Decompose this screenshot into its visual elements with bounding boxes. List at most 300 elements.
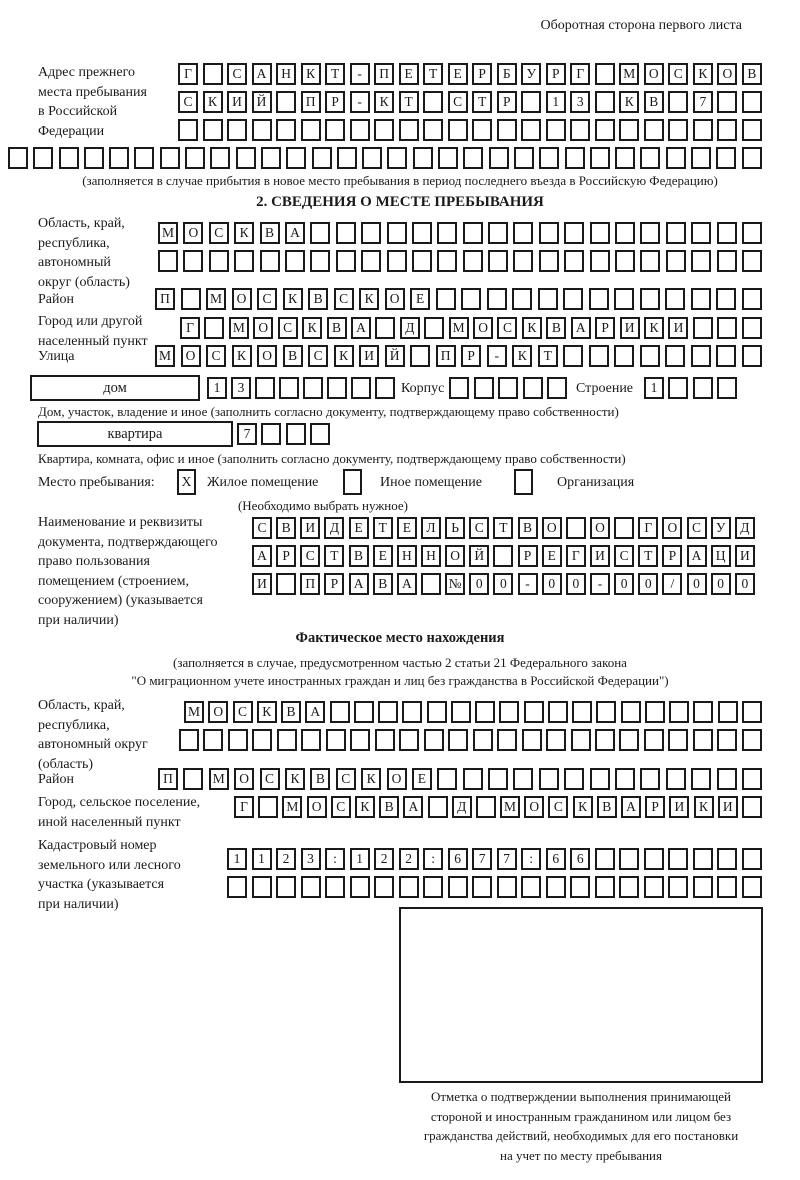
char-box[interactable] — [326, 729, 346, 751]
char-box[interactable]: Т — [538, 345, 558, 367]
char-box[interactable]: Р — [518, 545, 538, 567]
char-box[interactable] — [619, 119, 639, 141]
char-box[interactable]: 7 — [693, 91, 713, 113]
char-box[interactable]: К — [334, 345, 354, 367]
char-box[interactable]: Т — [373, 517, 393, 539]
char-box[interactable] — [589, 288, 609, 310]
char-box[interactable] — [448, 119, 468, 141]
char-box[interactable] — [412, 250, 432, 272]
char-box[interactable]: О — [445, 545, 465, 567]
char-box[interactable]: 0 — [735, 573, 755, 595]
char-box[interactable] — [717, 876, 737, 898]
char-box[interactable] — [134, 147, 154, 169]
char-box[interactable]: К — [302, 317, 322, 339]
char-box[interactable] — [448, 876, 468, 898]
char-box[interactable]: В — [310, 768, 330, 790]
char-box[interactable]: Е — [397, 517, 417, 539]
char-box[interactable] — [463, 147, 483, 169]
char-box[interactable] — [354, 701, 374, 723]
char-box[interactable] — [325, 119, 345, 141]
char-box[interactable]: Г — [180, 317, 200, 339]
char-box[interactable] — [276, 876, 296, 898]
char-box[interactable] — [615, 250, 635, 272]
char-box[interactable]: 2 — [276, 848, 296, 870]
char-box[interactable]: К — [355, 796, 375, 818]
char-box[interactable]: С — [448, 91, 468, 113]
char-box[interactable] — [595, 729, 615, 751]
char-box[interactable] — [539, 147, 559, 169]
char-box[interactable]: Ц — [711, 545, 731, 567]
char-box[interactable]: С — [668, 63, 688, 85]
char-box[interactable] — [666, 222, 686, 244]
char-box[interactable]: К — [619, 91, 639, 113]
char-box[interactable]: А — [305, 701, 325, 723]
char-box[interactable]: О — [208, 701, 228, 723]
char-box[interactable]: С — [257, 288, 277, 310]
char-box[interactable] — [301, 876, 321, 898]
checkbox-organization[interactable] — [514, 469, 533, 495]
char-box[interactable]: С — [227, 63, 247, 85]
char-box[interactable]: О — [307, 796, 327, 818]
char-box[interactable] — [640, 147, 660, 169]
char-box[interactable] — [276, 119, 296, 141]
char-box[interactable]: О — [232, 288, 252, 310]
char-box[interactable]: В — [260, 222, 280, 244]
char-box[interactable]: 7 — [237, 423, 257, 445]
char-box[interactable]: : — [423, 848, 443, 870]
char-box[interactable] — [619, 876, 639, 898]
char-box[interactable]: С — [548, 796, 568, 818]
char-box[interactable]: К — [283, 288, 303, 310]
char-box[interactable] — [546, 119, 566, 141]
char-box[interactable] — [310, 423, 330, 445]
char-box[interactable]: В — [283, 345, 303, 367]
char-box[interactable]: А — [349, 573, 369, 595]
char-box[interactable]: Н — [397, 545, 417, 567]
char-box[interactable] — [463, 768, 483, 790]
char-box[interactable] — [595, 848, 615, 870]
char-box[interactable] — [640, 222, 660, 244]
char-box[interactable] — [621, 701, 641, 723]
char-box[interactable]: С — [178, 91, 198, 113]
char-box[interactable] — [361, 222, 381, 244]
char-box[interactable]: С — [336, 768, 356, 790]
char-box[interactable] — [227, 876, 247, 898]
char-box[interactable] — [286, 147, 306, 169]
char-box[interactable] — [258, 796, 278, 818]
char-box[interactable]: Б — [497, 63, 517, 85]
char-box[interactable]: А — [285, 222, 305, 244]
char-box[interactable] — [183, 250, 203, 272]
char-box[interactable]: К — [361, 768, 381, 790]
char-box[interactable] — [227, 119, 247, 141]
char-box[interactable]: Т — [638, 545, 658, 567]
char-box[interactable] — [513, 222, 533, 244]
char-box[interactable] — [596, 701, 616, 723]
char-box[interactable] — [693, 729, 713, 751]
char-box[interactable]: К — [644, 317, 664, 339]
char-box[interactable] — [424, 729, 444, 751]
char-box[interactable] — [668, 848, 688, 870]
char-box[interactable] — [563, 288, 583, 310]
char-box[interactable] — [181, 288, 201, 310]
char-box[interactable] — [84, 147, 104, 169]
char-box[interactable] — [717, 250, 737, 272]
char-box[interactable]: Д — [324, 517, 344, 539]
char-box[interactable]: Р — [662, 545, 682, 567]
char-box[interactable]: 0 — [638, 573, 658, 595]
char-box[interactable]: А — [687, 545, 707, 567]
char-box[interactable] — [590, 147, 610, 169]
char-box[interactable]: Е — [542, 545, 562, 567]
char-box[interactable]: 1 — [546, 91, 566, 113]
char-box[interactable] — [521, 876, 541, 898]
char-box[interactable] — [640, 768, 660, 790]
char-box[interactable] — [595, 91, 615, 113]
char-box[interactable] — [546, 729, 566, 751]
char-box[interactable] — [498, 377, 518, 399]
char-box[interactable]: О — [542, 517, 562, 539]
char-box[interactable]: А — [621, 796, 641, 818]
char-box[interactable]: Р — [472, 63, 492, 85]
char-box[interactable]: В — [597, 796, 617, 818]
char-box[interactable] — [619, 848, 639, 870]
char-box[interactable]: И — [252, 573, 272, 595]
char-box[interactable]: 6 — [570, 848, 590, 870]
char-box[interactable]: 1 — [350, 848, 370, 870]
char-box[interactable]: С — [614, 545, 634, 567]
char-box[interactable] — [693, 317, 713, 339]
char-box[interactable]: / — [662, 573, 682, 595]
char-box[interactable]: Д — [735, 517, 755, 539]
char-box[interactable] — [547, 377, 567, 399]
checkbox-other-premise[interactable] — [343, 469, 362, 495]
char-box[interactable] — [351, 377, 371, 399]
char-box[interactable] — [109, 147, 129, 169]
char-box[interactable]: В — [281, 701, 301, 723]
char-box[interactable] — [427, 701, 447, 723]
char-box[interactable]: И — [620, 317, 640, 339]
char-box[interactable]: К — [285, 768, 305, 790]
char-box[interactable] — [666, 768, 686, 790]
char-box[interactable] — [717, 317, 737, 339]
char-box[interactable] — [472, 876, 492, 898]
char-box[interactable] — [691, 768, 711, 790]
char-box[interactable]: 2 — [399, 848, 419, 870]
char-box[interactable]: Т — [472, 91, 492, 113]
char-box[interactable]: - — [590, 573, 610, 595]
char-box[interactable] — [595, 876, 615, 898]
char-box[interactable]: 6 — [546, 848, 566, 870]
char-box[interactable] — [493, 545, 513, 567]
char-box[interactable]: О — [644, 63, 664, 85]
char-box[interactable] — [424, 317, 444, 339]
char-box[interactable]: М — [158, 222, 178, 244]
char-box[interactable]: С — [252, 517, 272, 539]
char-box[interactable]: Т — [399, 91, 419, 113]
char-box[interactable] — [261, 147, 281, 169]
char-box[interactable] — [276, 91, 296, 113]
char-box[interactable]: 3 — [231, 377, 251, 399]
char-box[interactable] — [203, 63, 223, 85]
char-box[interactable]: К — [693, 63, 713, 85]
char-box[interactable] — [337, 147, 357, 169]
char-box[interactable]: Т — [493, 517, 513, 539]
char-box[interactable]: Е — [399, 63, 419, 85]
char-box[interactable] — [497, 876, 517, 898]
char-box[interactable]: - — [350, 63, 370, 85]
char-box[interactable]: Е — [448, 63, 468, 85]
char-box[interactable]: Н — [421, 545, 441, 567]
char-box[interactable] — [204, 317, 224, 339]
char-box[interactable]: Е — [373, 545, 393, 567]
char-box[interactable]: А — [351, 317, 371, 339]
char-box[interactable]: : — [521, 848, 541, 870]
char-box[interactable] — [350, 119, 370, 141]
char-box[interactable] — [301, 119, 321, 141]
char-box[interactable] — [203, 729, 223, 751]
char-box[interactable] — [410, 345, 430, 367]
char-box[interactable] — [693, 876, 713, 898]
char-box[interactable] — [742, 796, 762, 818]
char-box[interactable]: 3 — [570, 91, 590, 113]
char-box[interactable] — [644, 119, 664, 141]
char-box[interactable]: У — [521, 63, 541, 85]
char-box[interactable] — [590, 222, 610, 244]
char-box[interactable]: А — [252, 63, 272, 85]
char-box[interactable] — [523, 377, 543, 399]
char-box[interactable]: К — [232, 345, 252, 367]
char-box[interactable] — [423, 91, 443, 113]
char-box[interactable] — [437, 768, 457, 790]
char-box[interactable] — [310, 222, 330, 244]
char-box[interactable] — [665, 345, 685, 367]
char-box[interactable]: Г — [566, 545, 586, 567]
char-box[interactable] — [255, 377, 275, 399]
char-box[interactable] — [476, 796, 496, 818]
char-box[interactable] — [742, 876, 762, 898]
char-box[interactable] — [260, 250, 280, 272]
char-box[interactable]: С — [497, 317, 517, 339]
char-box[interactable] — [619, 729, 639, 751]
char-box[interactable]: О — [387, 768, 407, 790]
char-box[interactable] — [716, 288, 736, 310]
char-box[interactable] — [742, 91, 762, 113]
char-box[interactable] — [234, 250, 254, 272]
char-box[interactable] — [524, 701, 544, 723]
char-box[interactable]: Г — [234, 796, 254, 818]
char-box[interactable] — [513, 768, 533, 790]
char-box[interactable]: № — [445, 573, 465, 595]
char-box[interactable]: И — [735, 545, 755, 567]
char-box[interactable] — [590, 250, 610, 272]
char-box[interactable] — [325, 876, 345, 898]
char-box[interactable] — [742, 119, 762, 141]
char-box[interactable]: Г — [570, 63, 590, 85]
char-box[interactable]: К — [301, 63, 321, 85]
char-box[interactable]: С — [233, 701, 253, 723]
char-box[interactable] — [668, 729, 688, 751]
char-box[interactable]: Р — [276, 545, 296, 567]
char-box[interactable]: С — [209, 222, 229, 244]
char-box[interactable] — [645, 701, 665, 723]
char-box[interactable] — [693, 701, 713, 723]
char-box[interactable] — [399, 119, 419, 141]
char-box[interactable]: В — [276, 517, 296, 539]
char-box[interactable]: С — [278, 317, 298, 339]
char-box[interactable] — [336, 222, 356, 244]
char-box[interactable]: 2 — [374, 848, 394, 870]
char-box[interactable]: Р — [461, 345, 481, 367]
char-box[interactable]: М — [282, 796, 302, 818]
char-box[interactable]: Е — [410, 288, 430, 310]
char-box[interactable] — [717, 119, 737, 141]
char-box[interactable]: Ь — [445, 517, 465, 539]
char-box[interactable]: Д — [452, 796, 472, 818]
char-box[interactable]: К — [234, 222, 254, 244]
char-box[interactable]: П — [436, 345, 456, 367]
char-box[interactable]: И — [359, 345, 379, 367]
char-box[interactable] — [183, 768, 203, 790]
char-box[interactable] — [539, 250, 559, 272]
char-box[interactable] — [423, 876, 443, 898]
char-box[interactable]: - — [518, 573, 538, 595]
char-box[interactable]: К — [374, 91, 394, 113]
char-box[interactable] — [570, 119, 590, 141]
char-box[interactable]: 1 — [252, 848, 272, 870]
char-box[interactable]: В — [327, 317, 347, 339]
char-box[interactable]: А — [397, 573, 417, 595]
char-box[interactable] — [399, 876, 419, 898]
char-box[interactable] — [499, 701, 519, 723]
char-box[interactable] — [595, 119, 615, 141]
char-box[interactable] — [614, 517, 634, 539]
char-box[interactable]: П — [301, 91, 321, 113]
char-box[interactable]: О — [590, 517, 610, 539]
char-box[interactable]: П — [158, 768, 178, 790]
checkbox-residential[interactable]: X — [177, 469, 196, 495]
char-box[interactable] — [615, 222, 635, 244]
char-box[interactable] — [615, 768, 635, 790]
char-box[interactable] — [33, 147, 53, 169]
char-box[interactable] — [252, 729, 272, 751]
char-box[interactable]: С — [300, 545, 320, 567]
char-box[interactable]: Т — [423, 63, 443, 85]
char-box[interactable] — [474, 377, 494, 399]
char-box[interactable] — [301, 729, 321, 751]
char-box[interactable] — [539, 222, 559, 244]
char-box[interactable] — [160, 147, 180, 169]
char-box[interactable] — [489, 147, 509, 169]
char-box[interactable] — [669, 701, 689, 723]
char-box[interactable]: К — [522, 317, 542, 339]
char-box[interactable] — [640, 288, 660, 310]
char-box[interactable] — [668, 91, 688, 113]
char-box[interactable]: О — [385, 288, 405, 310]
char-box[interactable] — [463, 222, 483, 244]
char-box[interactable] — [312, 147, 332, 169]
char-box[interactable]: О — [473, 317, 493, 339]
char-box[interactable]: М — [184, 701, 204, 723]
char-box[interactable]: 0 — [542, 573, 562, 595]
char-box[interactable]: О — [717, 63, 737, 85]
char-box[interactable] — [742, 729, 762, 751]
char-box[interactable] — [615, 147, 635, 169]
char-box[interactable] — [691, 288, 711, 310]
char-box[interactable]: 0 — [469, 573, 489, 595]
char-box[interactable]: П — [155, 288, 175, 310]
char-box[interactable] — [210, 147, 230, 169]
char-box[interactable]: О — [257, 345, 277, 367]
char-box[interactable] — [717, 848, 737, 870]
char-box[interactable] — [488, 768, 508, 790]
char-box[interactable] — [668, 119, 688, 141]
char-box[interactable]: И — [668, 317, 688, 339]
char-box[interactable]: О — [181, 345, 201, 367]
char-box[interactable]: Й — [252, 91, 272, 113]
char-box[interactable]: П — [374, 63, 394, 85]
char-box[interactable]: - — [487, 345, 507, 367]
char-box[interactable] — [475, 701, 495, 723]
char-box[interactable] — [717, 222, 737, 244]
char-box[interactable] — [488, 250, 508, 272]
char-box[interactable]: Р — [497, 91, 517, 113]
char-box[interactable] — [252, 119, 272, 141]
char-box[interactable]: С — [687, 517, 707, 539]
char-box[interactable] — [185, 147, 205, 169]
char-box[interactable] — [742, 147, 762, 169]
char-box[interactable] — [668, 377, 688, 399]
char-box[interactable]: Р — [324, 573, 344, 595]
char-box[interactable]: Г — [638, 517, 658, 539]
char-box[interactable] — [614, 288, 634, 310]
char-box[interactable] — [666, 147, 686, 169]
char-box[interactable]: 6 — [448, 848, 468, 870]
char-box[interactable] — [286, 423, 306, 445]
char-box[interactable] — [336, 250, 356, 272]
char-box[interactable]: Т — [325, 63, 345, 85]
char-box[interactable] — [472, 119, 492, 141]
char-box[interactable] — [451, 701, 471, 723]
char-box[interactable] — [589, 345, 609, 367]
char-box[interactable]: В — [546, 317, 566, 339]
char-box[interactable] — [691, 147, 711, 169]
char-box[interactable]: Н — [276, 63, 296, 85]
char-box[interactable]: М — [155, 345, 175, 367]
char-box[interactable] — [716, 345, 736, 367]
char-box[interactable] — [436, 288, 456, 310]
char-box[interactable] — [374, 876, 394, 898]
char-box[interactable]: К — [512, 345, 532, 367]
char-box[interactable] — [488, 222, 508, 244]
char-box[interactable]: П — [300, 573, 320, 595]
char-box[interactable]: А — [571, 317, 591, 339]
char-box[interactable] — [449, 377, 469, 399]
char-box[interactable]: Р — [546, 63, 566, 85]
char-box[interactable]: В — [379, 796, 399, 818]
char-box[interactable] — [742, 250, 762, 272]
char-box[interactable] — [310, 250, 330, 272]
char-box[interactable] — [564, 250, 584, 272]
char-box[interactable]: С — [331, 796, 351, 818]
char-box[interactable] — [644, 729, 664, 751]
char-box[interactable] — [252, 876, 272, 898]
char-box[interactable]: 1 — [207, 377, 227, 399]
char-box[interactable] — [512, 288, 532, 310]
char-box[interactable] — [448, 729, 468, 751]
char-box[interactable] — [375, 317, 395, 339]
char-box[interactable]: Л — [421, 517, 441, 539]
